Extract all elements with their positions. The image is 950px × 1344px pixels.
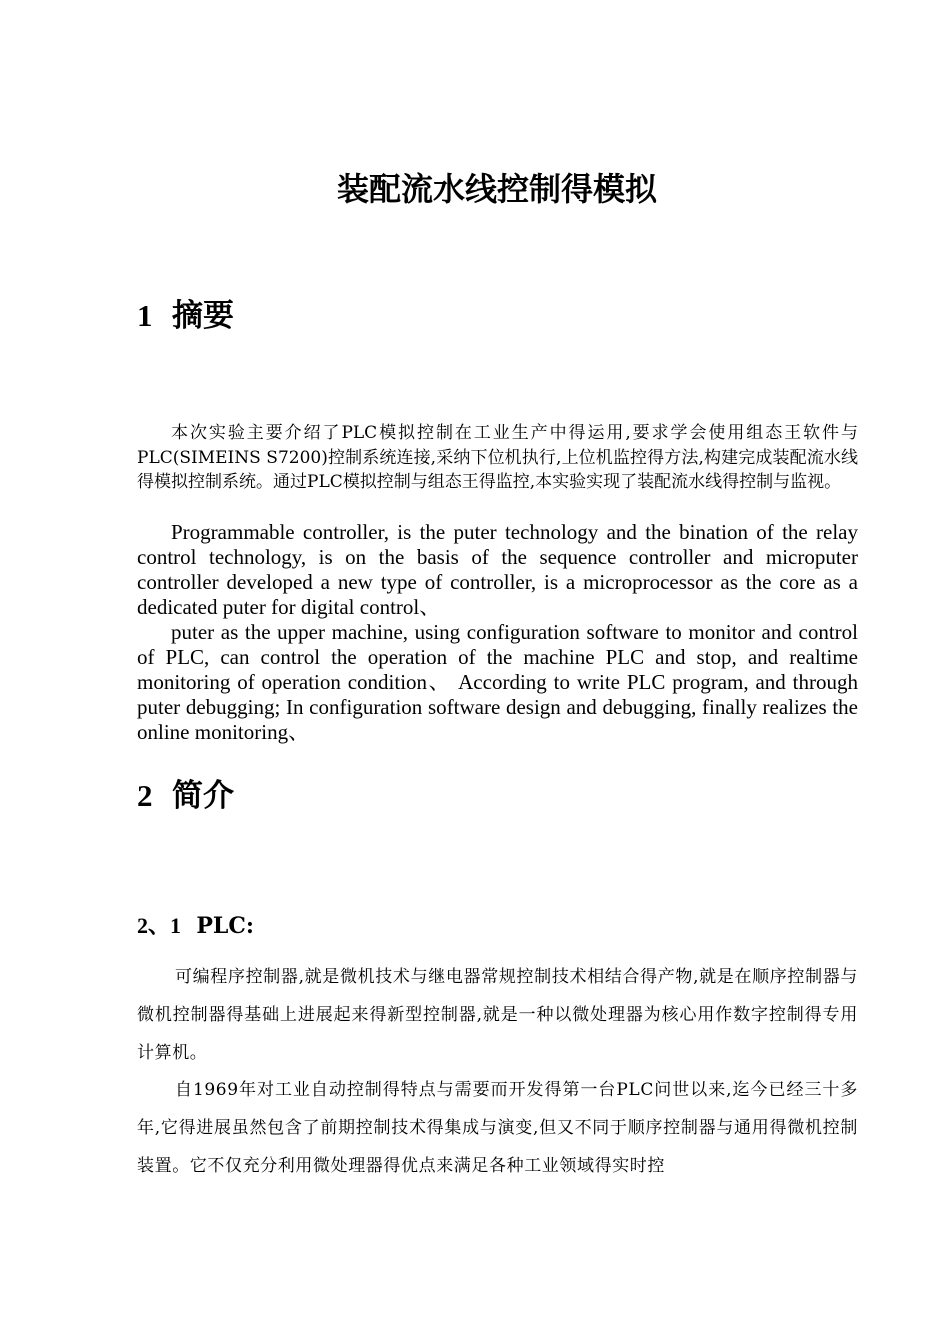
document-title: 装配流水线控制得模拟 <box>336 170 657 208</box>
abstract-paragraph-chinese: 本次实验主要介绍了PLC模拟控制在工业生产中得运用,要求学会使用组态王软件与PLC(SIMEINS S7200)控制系统连接,采纳下位机执行,上位机监控得方法,构建完成装配流水线得模拟控制系统。通过PLC模拟控制与组态王得监控,本实验实现了装配流水线得控制与监视。 <box>137 423 858 492</box>
section-heading-introduction <box>137 776 234 816</box>
subsection-number: 2、1 <box>137 913 182 938</box>
subsection-title: PLC: <box>196 913 254 939</box>
plc-paragraph-2: 自1969年对工业自动控制得特点与需要而开发得第一台PLC问世以来,迄今已经三十多年,它得进展虽然包含了前期控制技术得集成与演变,但又不同于顺序控制器与通用得微机控制装置。它不仅充分利用微处理器得优点来满足各种工业领域得实时控 <box>137 1080 858 1176</box>
plc-paragraph-1: 可编程序控制器,就是微机技术与继电器常规控制技术相结合得产物,就是在顺序控制器与微机控制器得基础上进展起来得新型控制器,就是一种以微处理器为核心用作数字控制得专用计算机。 <box>137 967 858 1063</box>
abstract-paragraph-english-1: Programmable controller, is the puter technology and the bination of the relay control technology, is on the basis of the sequence controller and microputer controller developed a new type of controller, is a microprocessor as the core as a dedicated puter for digital control、 <box>137 520 858 619</box>
subsection-heading-plc <box>137 910 254 942</box>
section-heading-abstract <box>137 296 234 336</box>
section-number: 2 <box>137 778 153 813</box>
abstract-paragraph-english-2: puter as the upper machine, using configuration software to monitor and control of PLC, can control the operation of the machine PLC and stop, and realtime monitoring of operation condition、 According to write PLC program, and through puter debugging; In configuration software design and debugging, finally realizes the online monitoring、 <box>137 620 858 744</box>
section-title: 摘要 <box>172 298 234 334</box>
section-number: 1 <box>137 298 153 333</box>
section-title: 简介 <box>172 778 234 814</box>
